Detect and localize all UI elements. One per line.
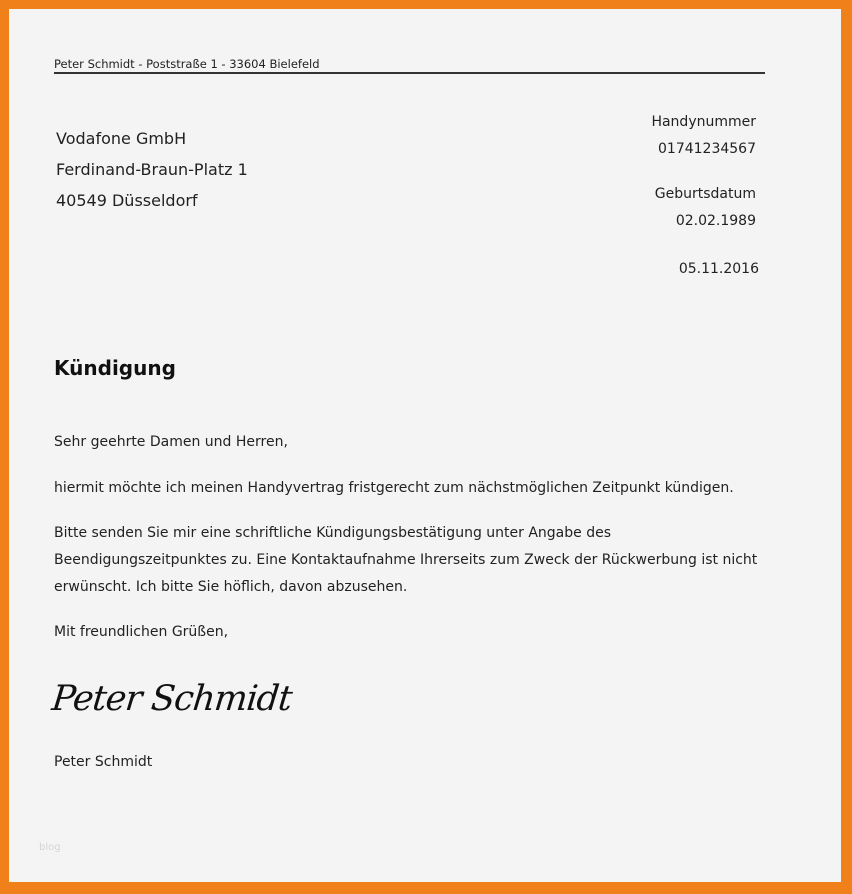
closing: Mit freundlichen Grüßen, — [54, 624, 229, 640]
letter-date: 05.11.2016 — [678, 261, 759, 277]
phone-label: Handynummer — [651, 114, 756, 130]
paragraph-2-line-1: Bitte senden Sie mir eine schriftliche Kündigungsbestätigung unter Angabe des — [54, 525, 611, 541]
recipient-name: Vodafone GmbH — [56, 129, 187, 148]
letter-page — [9, 9, 841, 882]
paragraph-1: hiermit möchte ich meinen Handyvertrag fristgerecht zum nächstmöglichen Zeitpunkt kündigen. — [54, 480, 734, 496]
recipient-street: Ferdinand-Braun-Platz 1 — [56, 160, 248, 179]
sender-address-line: Peter Schmidt - Poststraße 1 - 33604 Bielefeld — [54, 57, 320, 71]
sender-divider — [54, 72, 765, 74]
paragraph-2-line-2: Beendigungszeitpunktes zu. Eine Kontaktaufnahme Ihrerseits zum Zweck der Rückwerbung ist nicht — [54, 552, 758, 568]
birthdate-value: 02.02.1989 — [675, 213, 756, 229]
letter-subject: Kündigung — [54, 356, 176, 380]
recipient-city: 40549 Düsseldorf — [56, 191, 198, 210]
paragraph-2-line-3: erwünscht. Ich bitte Sie höflich, davon abzusehen. — [54, 579, 408, 595]
phone-value: 01741234567 — [658, 141, 756, 157]
birthdate-label: Geburtsdatum — [654, 186, 756, 202]
signer-name: Peter Schmidt — [54, 754, 153, 770]
handwritten-signature: Peter Schmidt — [49, 679, 294, 719]
salutation: Sehr geehrte Damen und Herren, — [54, 434, 288, 450]
watermark: blog — [39, 842, 61, 853]
